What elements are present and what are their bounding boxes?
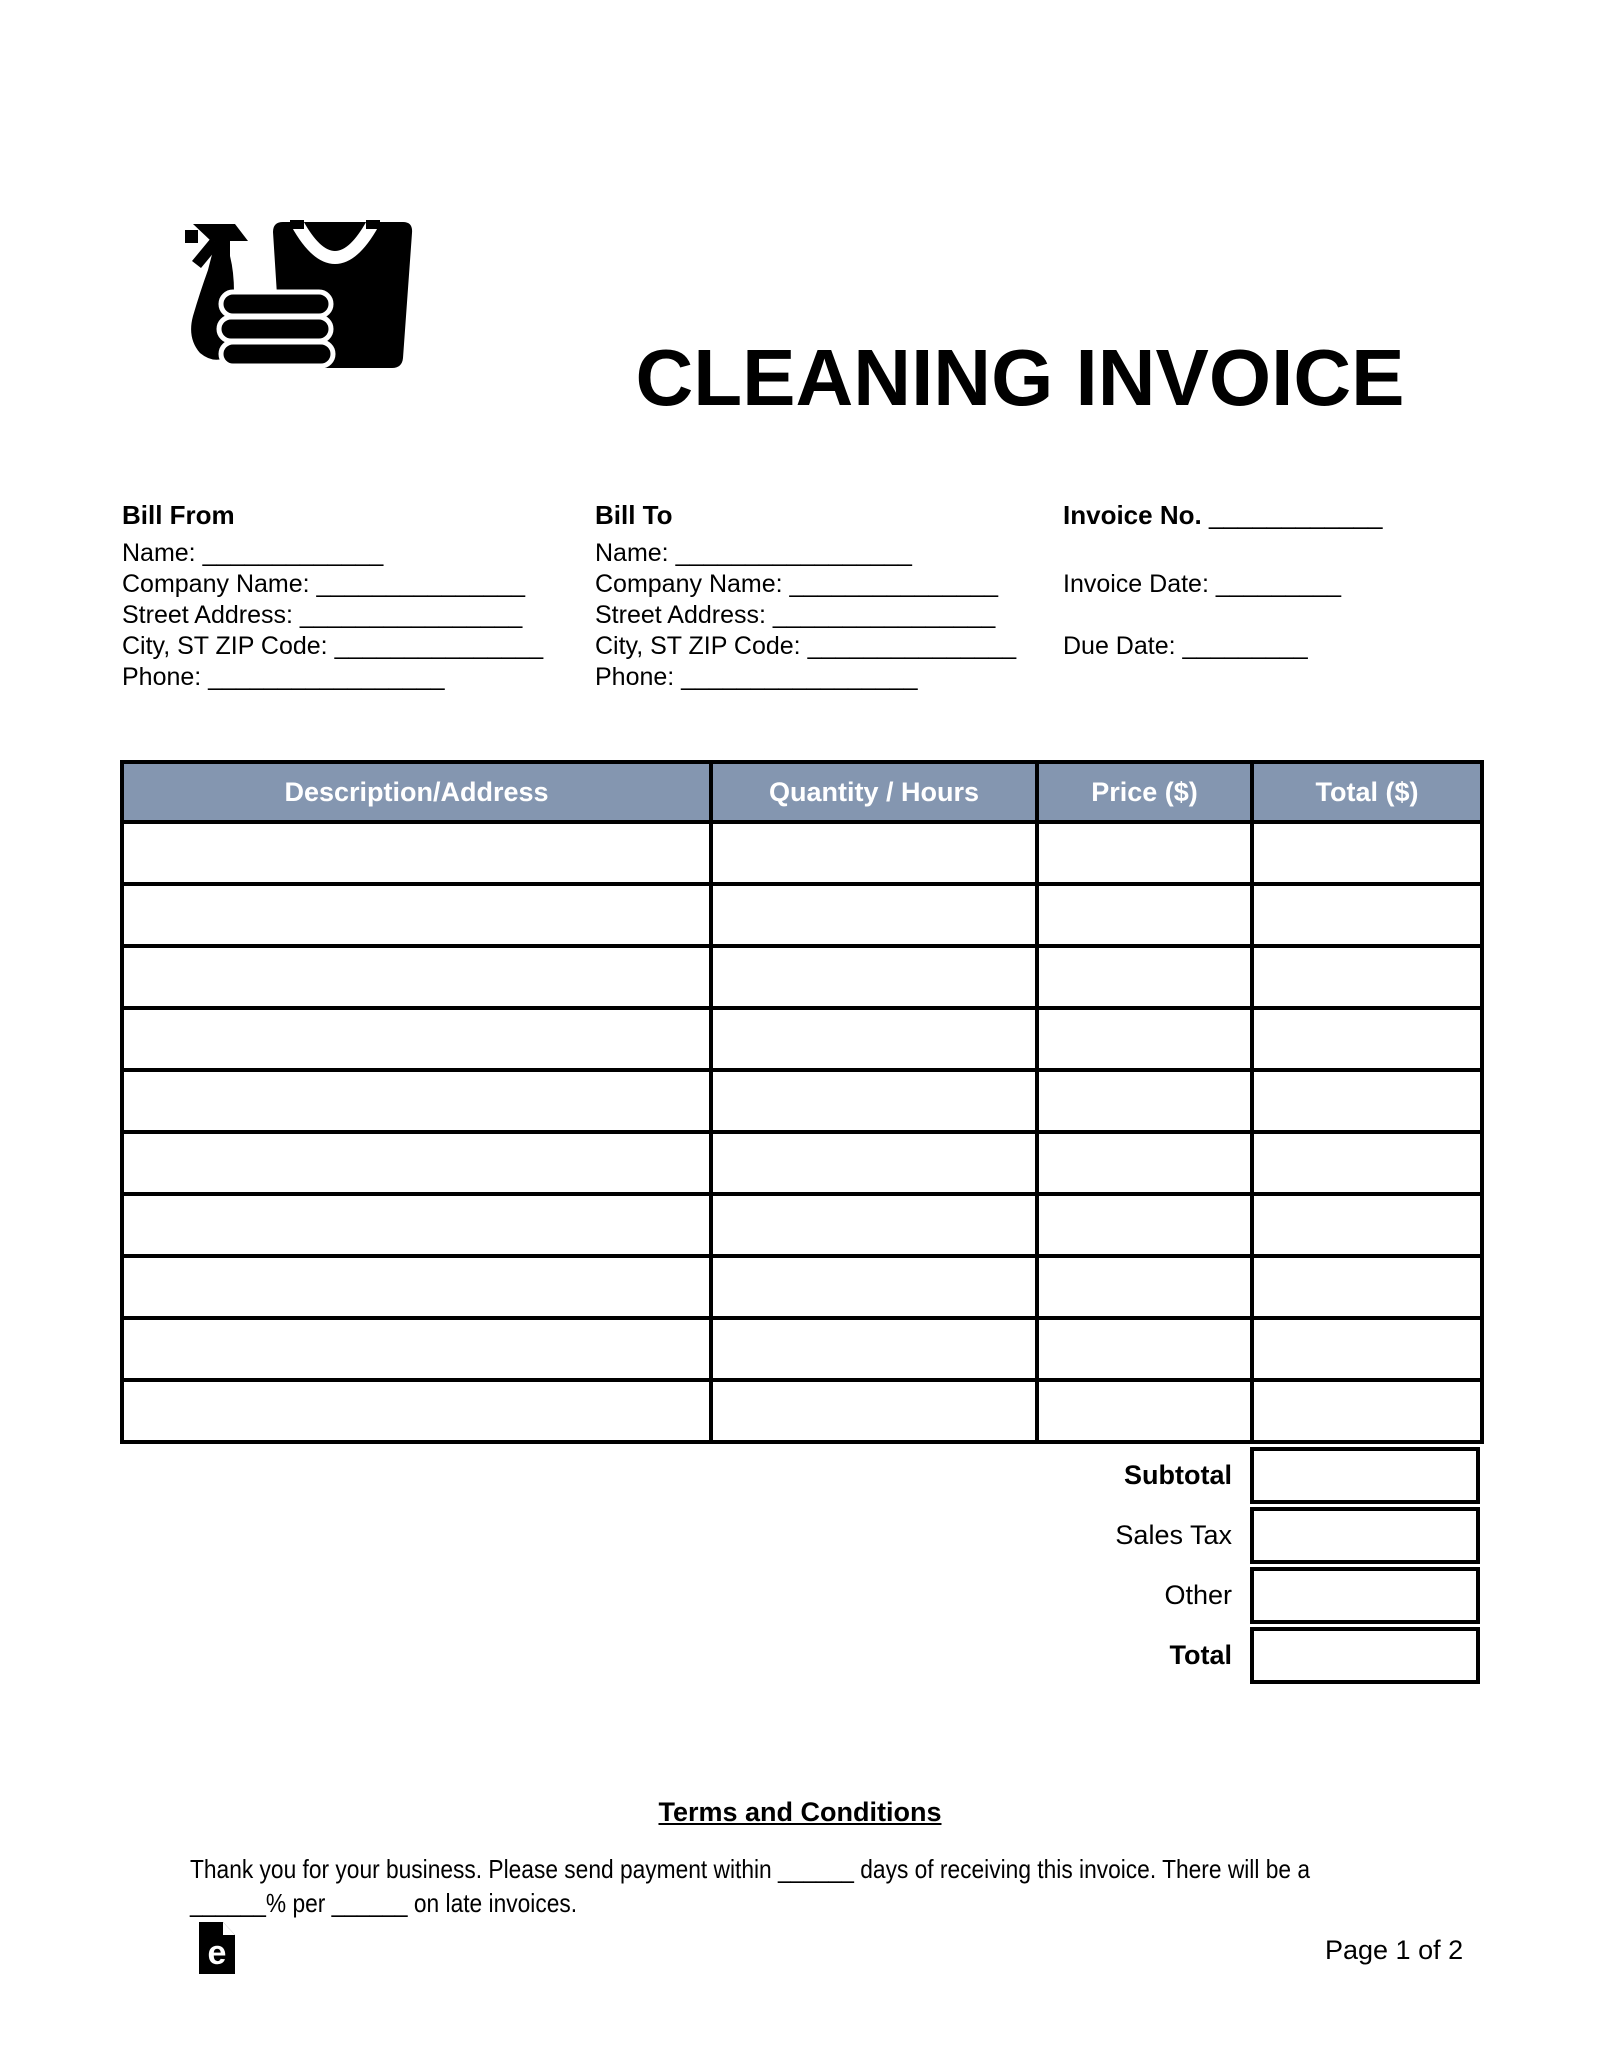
table-cell[interactable]: [1037, 1380, 1252, 1442]
table-cell[interactable]: [1252, 1132, 1482, 1194]
table-row: [122, 1070, 1482, 1132]
items-table: [120, 760, 1484, 1444]
info-line: City, ST ZIP Code: _______________: [122, 632, 544, 660]
table-cell[interactable]: [1252, 822, 1482, 884]
table-cell[interactable]: [711, 1194, 1037, 1256]
info-line: Company Name: _______________: [122, 570, 526, 598]
table-cell[interactable]: [1252, 1380, 1482, 1442]
table-cell[interactable]: [1037, 1194, 1252, 1256]
table-cell[interactable]: [122, 946, 711, 1008]
table-cell[interactable]: [711, 822, 1037, 884]
eforms-document-icon: [198, 1921, 236, 1975]
totals-row: [120, 1507, 1480, 1564]
totals-label: Subtotal: [1124, 1460, 1232, 1490]
table-cell[interactable]: [1037, 1008, 1252, 1070]
totals-value-box[interactable]: [1250, 1447, 1480, 1504]
table-row: [122, 1318, 1482, 1380]
terms-body: Thank you for your business. Please send payment within ______ days of receiving this invoice. There will be a ______% per ______ on late invoices.: [190, 1854, 1311, 1918]
table-cell[interactable]: [1037, 822, 1252, 884]
table-cell[interactable]: [122, 1008, 711, 1070]
column-header: Total ($): [1252, 762, 1482, 822]
totals-label: Total: [1169, 1640, 1232, 1670]
cleaning-supplies-logo: [185, 220, 415, 370]
bill-from-section: [122, 500, 543, 693]
table-cell[interactable]: [1252, 1008, 1482, 1070]
table-cell[interactable]: [1252, 884, 1482, 946]
totals-row: [120, 1567, 1480, 1624]
invoice-no-label: Invoice No.: [1063, 500, 1202, 530]
bill-to-section: [595, 500, 1016, 693]
table-cell[interactable]: [1037, 1318, 1252, 1380]
totals-value-box[interactable]: [1250, 1567, 1480, 1624]
info-line: City, ST ZIP Code: _______________: [595, 632, 1017, 660]
terms-heading: Terms and Conditions: [658, 1797, 942, 1827]
table-cell[interactable]: [122, 822, 711, 884]
svg-text:e: e: [207, 1934, 227, 1972]
table-cell[interactable]: [1037, 946, 1252, 1008]
table-cell[interactable]: [1252, 1256, 1482, 1318]
cleaning-logo-icon: [185, 220, 415, 370]
invoice-no-line: [1063, 500, 1382, 531]
table-row: [122, 1380, 1482, 1442]
table-cell[interactable]: [122, 1070, 711, 1132]
table-cell[interactable]: [1037, 1070, 1252, 1132]
info-line: Due Date: _________: [1063, 632, 1308, 660]
info-line: Invoice Date: _________: [1063, 570, 1341, 598]
totals-label: Other: [1164, 1580, 1232, 1610]
table-cell[interactable]: [1037, 884, 1252, 946]
items-body: [122, 822, 1482, 1442]
invoice-meta-lines: [1063, 538, 1382, 662]
page-title: CLEANING INVOICE: [635, 333, 1405, 422]
table-cell[interactable]: [1252, 946, 1482, 1008]
table-cell[interactable]: [1037, 1256, 1252, 1318]
table-row: [122, 1256, 1482, 1318]
info-line: Phone: _________________: [122, 663, 445, 691]
table-cell[interactable]: [711, 1318, 1037, 1380]
totals-row: [120, 1447, 1480, 1504]
info-line: Name: _________________: [595, 539, 912, 567]
bill-from-lines: [122, 538, 543, 693]
info-line: Street Address: ________________: [122, 601, 523, 629]
table-cell[interactable]: [122, 884, 711, 946]
eforms-logo: [198, 1921, 236, 1975]
table-cell[interactable]: [122, 1380, 711, 1442]
totals-value-box[interactable]: [1250, 1507, 1480, 1564]
table-cell[interactable]: [711, 884, 1037, 946]
table-cell[interactable]: [122, 1194, 711, 1256]
table-cell[interactable]: [1252, 1318, 1482, 1380]
info-line: Name: _____________: [122, 539, 384, 567]
table-cell[interactable]: [711, 1008, 1037, 1070]
table-cell[interactable]: [711, 1380, 1037, 1442]
table-cell[interactable]: [711, 946, 1037, 1008]
table-row: [122, 1008, 1482, 1070]
items-header-row: [122, 762, 1482, 822]
info-line: Phone: _________________: [595, 663, 918, 691]
table-cell[interactable]: [1037, 1132, 1252, 1194]
totals-value-box[interactable]: [1250, 1627, 1480, 1684]
invoice-meta-section: [1063, 500, 1382, 662]
totals-row: [120, 1627, 1480, 1684]
invoice-no-blank: ____________: [1208, 500, 1383, 530]
table-cell[interactable]: [711, 1070, 1037, 1132]
table-row: [122, 1132, 1482, 1194]
info-line: Company Name: _______________: [595, 570, 999, 598]
table-row: [122, 884, 1482, 946]
table-cell[interactable]: [122, 1132, 711, 1194]
bill-to-heading: Bill To: [595, 500, 673, 530]
bill-from-heading: Bill From: [122, 500, 235, 530]
table-row: [122, 1194, 1482, 1256]
table-cell[interactable]: [711, 1256, 1037, 1318]
column-header: Quantity / Hours: [711, 762, 1037, 822]
bill-to-lines: [595, 538, 1016, 693]
table-cell[interactable]: [1252, 1194, 1482, 1256]
totals-section: [120, 1447, 1480, 1687]
column-header: Price ($): [1037, 762, 1252, 822]
table-cell[interactable]: [1252, 1070, 1482, 1132]
table-cell[interactable]: [711, 1132, 1037, 1194]
column-header: Description/Address: [122, 762, 711, 822]
totals-label: Sales Tax: [1115, 1520, 1232, 1550]
table-cell[interactable]: [122, 1256, 711, 1318]
table-cell[interactable]: [122, 1318, 711, 1380]
info-line: [1063, 538, 1382, 569]
info-line: [1063, 600, 1382, 631]
table-row: [122, 946, 1482, 1008]
info-line: Street Address: ________________: [595, 601, 996, 629]
page-indicator: Page 1 of 2: [1325, 1935, 1464, 1965]
table-row: [122, 822, 1482, 884]
